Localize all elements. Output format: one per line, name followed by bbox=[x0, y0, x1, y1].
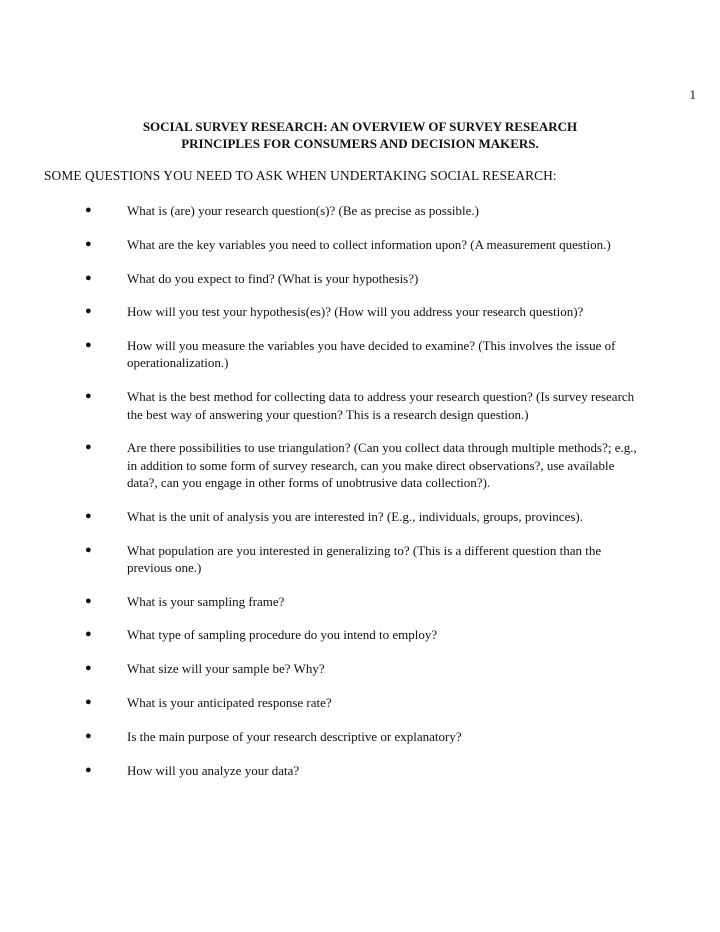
question-item bbox=[0, 762, 720, 779]
question-item bbox=[0, 542, 720, 577]
question-item bbox=[0, 439, 720, 491]
question-text: What is your sampling frame? bbox=[127, 593, 285, 609]
question-item bbox=[0, 626, 720, 643]
bullet-icon: ● bbox=[85, 441, 92, 454]
title-line-2: PRINCIPLES FOR CONSUMERS AND DECISION MAKERS. bbox=[181, 136, 539, 151]
bullet-icon: ● bbox=[85, 594, 92, 607]
bullet-icon: ● bbox=[85, 763, 92, 776]
question-text: What is your anticipated response rate? bbox=[127, 695, 332, 711]
bullet-icon: ● bbox=[85, 237, 92, 250]
bullet-icon: ● bbox=[85, 628, 92, 641]
bullet-icon: ● bbox=[85, 339, 92, 352]
question-item bbox=[0, 303, 720, 320]
bullet-icon: ● bbox=[85, 696, 92, 709]
bullet-icon: ● bbox=[85, 390, 92, 403]
bullet-icon: ● bbox=[85, 729, 92, 742]
bullet-icon: ● bbox=[85, 509, 92, 522]
question-text: What is (are) your research question(s)? (Be as precise as possible.) bbox=[127, 203, 479, 218]
question-text: What are the key variables you need to collect information upon? (A measurement question.) bbox=[127, 236, 611, 252]
question-text: How will you test your hypothesis(es)? (How will you address your research question)? bbox=[127, 304, 584, 320]
question-text: What is the unit of analysis you are interested in? (E.g., individuals, groups, provinces). bbox=[127, 508, 583, 524]
title-line-1: SOCIAL SURVEY RESEARCH: AN OVERVIEW OF SURVEY RESEARCH bbox=[142, 119, 578, 134]
question-text: Are there possibilities to use triangulation? (Can you collect data through multiple methods?; e.g., in addition to some form of survey research, can you make direct observations?, use available data?, can you engage in other forms of unobtrusive data collection?). bbox=[127, 440, 637, 490]
question-item bbox=[0, 388, 720, 423]
question-text: What do you expect to find? (What is your hypothesis?) bbox=[127, 270, 419, 286]
bullet-icon: ● bbox=[85, 305, 92, 318]
question-item bbox=[0, 728, 720, 745]
question-text: What population are you interested in generalizing to? (This is a different question than the previous one.) bbox=[127, 542, 602, 575]
question-item bbox=[0, 236, 720, 253]
question-text: How will you analyze your data? bbox=[127, 762, 300, 778]
question-item bbox=[0, 508, 720, 525]
bullet-icon: ● bbox=[85, 543, 92, 556]
question-text: How will you measure the variables you have decided to examine? (This involves the issue of operationalization.) bbox=[127, 338, 616, 371]
question-item bbox=[0, 593, 720, 610]
question-item bbox=[0, 270, 720, 287]
question-item bbox=[0, 202, 720, 219]
question-text: What is the best method for collecting data to address your research question? (Is survey research the best way of answering your question? This is a research design question.) bbox=[127, 389, 635, 422]
question-text: Is the main purpose of your research descriptive or explanatory? bbox=[127, 728, 462, 744]
bullet-icon: ● bbox=[85, 662, 92, 675]
document-title bbox=[0, 118, 720, 152]
question-item bbox=[0, 660, 720, 677]
bullet-icon: ● bbox=[85, 271, 92, 284]
question-text: What type of sampling procedure do you intend to employ? bbox=[127, 627, 438, 643]
question-list bbox=[0, 202, 720, 795]
question-item bbox=[0, 694, 720, 711]
bullet-icon: ● bbox=[85, 204, 92, 216]
page-number: 1 bbox=[689, 87, 696, 102]
section-heading: SOME QUESTIONS YOU NEED TO ASK WHEN UNDERTAKING SOCIAL RESEARCH: bbox=[44, 168, 557, 183]
question-text: What size will your sample be? Why? bbox=[127, 661, 325, 677]
question-item bbox=[0, 337, 720, 372]
